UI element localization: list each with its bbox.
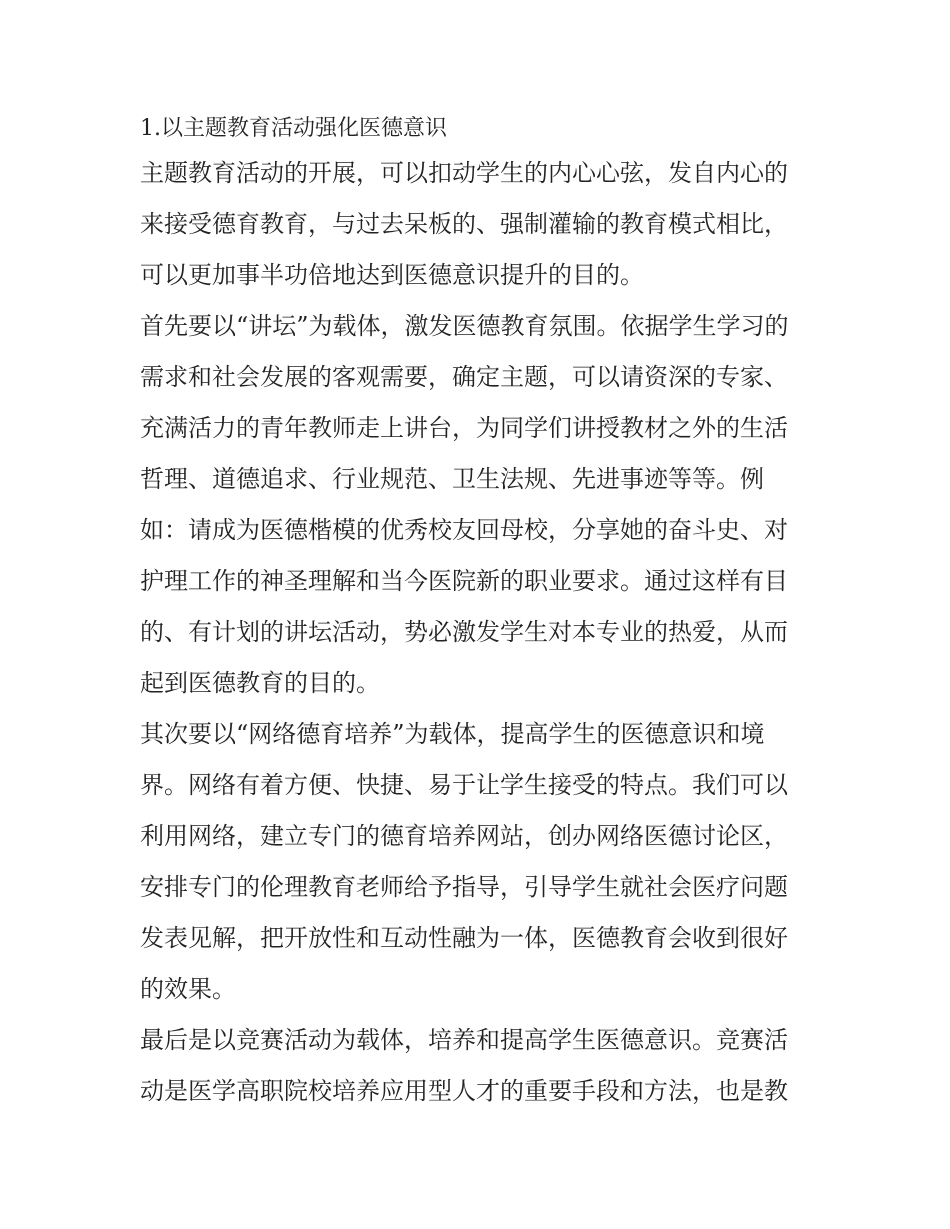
text-line-14: 利用网络，建立专门的德育培养网站，创办网络医德讨论区， — [140, 822, 788, 850]
text-line-4: 首先要以“讲坛”为载体，激发医德教育氛围。依据学生学习的 — [140, 312, 789, 340]
text-line-18: 最后是以竞赛活动为载体，培养和提高学生医德意识。竞赛活 — [140, 1026, 788, 1054]
text-line-12: 其次要以“网络德育培养”为载体，提高学生的医德意识和境 — [140, 720, 765, 748]
document-body — [140, 110, 820, 1117]
section-heading: 1.以主题教育活动强化医德意识 — [140, 116, 447, 141]
text-line-2: 来接受德育教育，与过去呆板的、强制灌输的教育模式相比， — [140, 210, 788, 238]
text-line-13: 界。网络有着方便、快捷、易于让学生接受的特点。我们可以 — [140, 771, 788, 799]
text-line-17: 的效果。 — [140, 975, 236, 1003]
text-line-6: 充满活力的青年教师走上讲台，为同学们讲授教材之外的生活 — [140, 414, 788, 442]
text-line-7: 哲理、道德追求、行业规范、卫生法规、先进事迹等等。例 — [140, 465, 764, 493]
text-line-10: 的、有计划的讲坛活动，势必激发学生对本专业的热爱，从而 — [140, 618, 788, 646]
text-line-9: 护理工作的神圣理解和当今医院新的职业要求。通过这样有目 — [140, 567, 788, 595]
text-line-19: 动是医学高职院校培养应用型人才的重要手段和方法，也是教 — [140, 1077, 788, 1105]
text-line-1: 主题教育活动的开展，可以扣动学生的内心心弦，发自内心的 — [140, 159, 788, 187]
text-line-16: 发表见解，把开放性和互动性融为一体，医德教育会收到很好 — [140, 924, 788, 952]
text-line-15: 安排专门的伦理教育老师给予指导，引导学生就社会医疗问题 — [140, 873, 788, 901]
text-line-8: 如：请成为医德楷模的优秀校友回母校，分享她的奋斗史、对 — [140, 516, 788, 544]
text-line-5: 需求和社会发展的客观需要，确定主题，可以请资深的专家、 — [140, 363, 788, 391]
text-line-11: 起到医德教育的目的。 — [140, 669, 380, 697]
text-line-3: 可以更加事半功倍地达到医德意识提升的目的。 — [140, 261, 644, 289]
